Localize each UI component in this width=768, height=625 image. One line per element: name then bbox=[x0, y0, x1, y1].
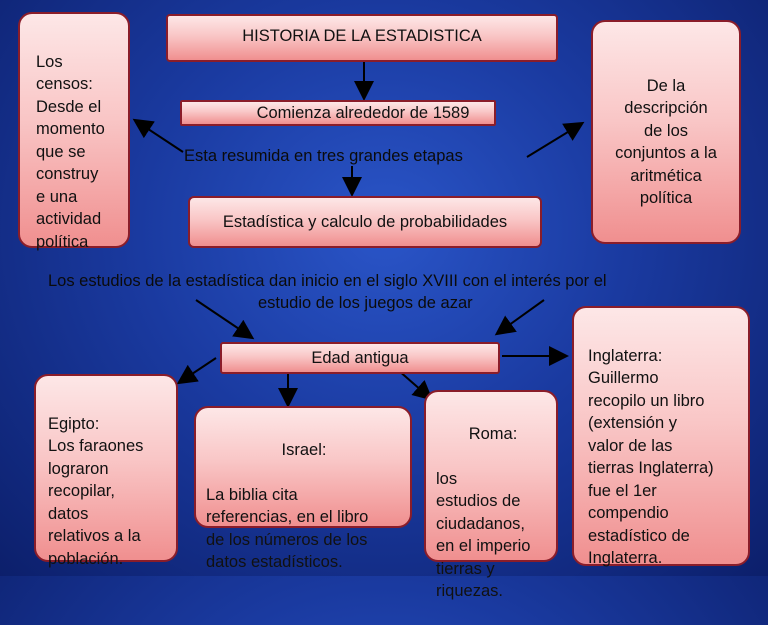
censos-card bbox=[18, 12, 130, 251]
israel-text: La biblia cita referencias, en el libro de los números de los datos estadísticos. bbox=[206, 485, 369, 571]
censos-text: Los censos: Desde el momento que se construy e una actividad política bbox=[36, 52, 105, 251]
inglaterra-text: Inglaterra: Guillermo recopilo un libro (extensión y valor de las tierras Inglaterra) fue el 1er compendio estadístico de Inglaterra. bbox=[588, 346, 714, 567]
studies-line-2: estudio de los juegos de azar bbox=[258, 294, 473, 312]
arrow-to-right-card bbox=[527, 124, 581, 157]
studies-line-1: Los estudios de la estadística dan inicio en el siglo XVIII con el interés por el bbox=[48, 272, 607, 290]
descripcion-card bbox=[591, 20, 741, 244]
roma-heading: Roma: bbox=[468, 424, 518, 443]
arrow-to-egipto bbox=[180, 358, 216, 382]
start-box bbox=[180, 100, 496, 126]
start-text: Comienza alrededor de 1589 bbox=[256, 103, 470, 122]
stages-text: Esta resumida en tres grandes etapas bbox=[184, 147, 463, 165]
egipto-text: Egipto: Los faraones lograron recopilar, datos relativos a la población. bbox=[48, 414, 144, 568]
arrow-to-roma bbox=[398, 370, 430, 398]
israel-card bbox=[194, 406, 412, 571]
title-box bbox=[166, 14, 558, 62]
arrow-to-left-card bbox=[136, 121, 183, 152]
israel-heading: Israel: bbox=[281, 440, 327, 459]
edad-antigua-box bbox=[220, 342, 500, 374]
statistics-box bbox=[188, 196, 542, 248]
roma-card bbox=[424, 390, 558, 600]
roma-text: los estudios de ciudadanos, en el imperio tierras y riquezas. bbox=[436, 469, 531, 600]
descripcion-text: De la descripción de los conjuntos a la aritmética política bbox=[615, 76, 717, 207]
edad-antigua-text: Edad antigua bbox=[311, 348, 409, 367]
egipto-card bbox=[34, 374, 178, 568]
statistics-text: Estadística y calculo de probabilidades bbox=[222, 212, 508, 231]
inglaterra-card bbox=[572, 306, 750, 566]
page-title: HISTORIA DE LA ESTADISTICA bbox=[242, 26, 482, 45]
